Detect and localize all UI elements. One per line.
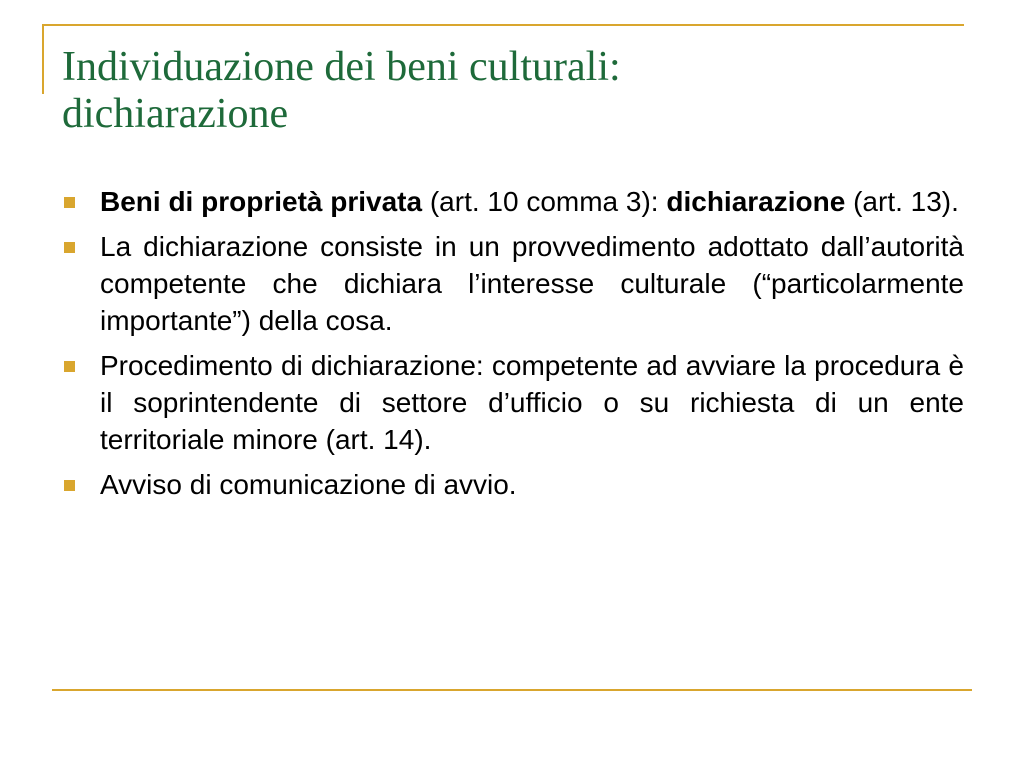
bullet-item [62,228,964,339]
bullet-item [62,183,964,220]
square-bullet-icon [64,361,75,372]
bullet-list [62,183,964,511]
slide-title [62,44,942,138]
bullet-text: La dichiarazione consiste in un provvedimento adottato dall’autorità competente che dichiara l’interesse culturale (“particolarmente importante”) della cosa. [100,231,964,336]
bottom-divider-line [52,689,972,691]
bullet-bold-text: dichiarazione [666,186,846,217]
bullet-text [100,183,964,220]
bullet-plain-text: (art. 10 comma 3): [422,186,667,217]
square-bullet-icon [64,480,75,491]
square-bullet-icon [64,242,75,253]
bullet-item [62,347,964,458]
top-divider-line [42,24,964,26]
square-bullet-icon [64,197,75,208]
left-divider-line [42,24,44,94]
slide-title-line-2: dichiarazione [62,91,289,137]
bullet-plain-text: (art. 13). [845,186,959,217]
bullet-text: Avviso di comunicazione di avvio. [100,469,517,500]
bullet-text: Procedimento di dichiarazione: competente ad avviare la procedura è il soprintendente di settore d’ufficio o su richiesta di un ente territoriale minore (art. 14). [100,350,964,455]
bullet-item [62,466,964,503]
bullet-bold-text: Beni di proprietà privata [100,186,423,217]
slide-title-line-1: Individuazione dei beni culturali: [62,44,621,90]
